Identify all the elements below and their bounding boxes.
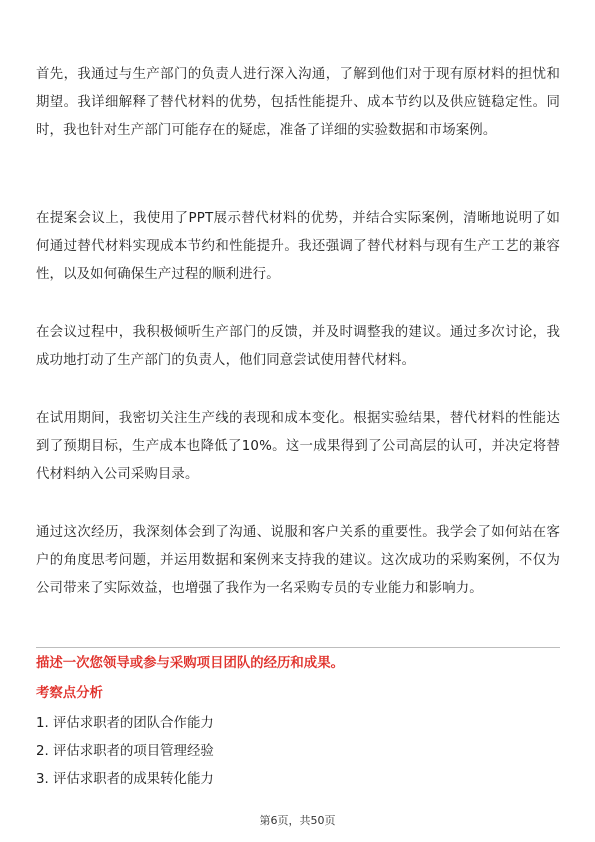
analysis-point-2: 2. 评估求职者的项目管理经验 (36, 744, 214, 759)
analysis-heading: 考察点分析 (36, 686, 103, 701)
body-paragraph-4: 在试用期间，我密切关注生产线的表现和成本变化。根据实验结果，替代材料的性能达到了预期目标，生产成本也降低了10%。这一成果得到了公司高层的认可，并决定将替代材料纳入公司采购目录。 (36, 411, 560, 482)
question-title: 描述一次您领导或参与采购项目团队的经历和成果。 (36, 656, 344, 671)
section-divider (36, 647, 560, 648)
analysis-point-1: 1. 评估求职者的团队合作能力 (36, 716, 214, 731)
body-paragraph-3: 在会议过程中，我积极倾听生产部门的反馈，并及时调整我的建议。通过多次讨论，我成功地打动了生产部门的负责人，他们同意尝试使用替代材料。 (36, 325, 560, 368)
body-paragraph-5: 通过这次经历，我深刻体会到了沟通、说服和客户关系的重要性。我学会了如何站在客户的角度思考问题，并运用数据和案例来支持我的建议。这次成功的采购案例，不仅为公司带来了实际效益，也增强了我作为一名采购专员的专业能力和影响力。 (36, 525, 560, 596)
analysis-point-3: 3. 评估求职者的成果转化能力 (36, 772, 214, 787)
body-paragraph-2: 在提案会议上，我使用了PPT展示替代材料的优势，并结合实际案例，清晰地说明了如何通过替代材料实现成本节约和性能提升。我还强调了替代材料与现有生产工艺的兼容性，以及如何确保生产过程的顺利进行。 (36, 211, 560, 282)
body-paragraph-1: 首先，我通过与生产部门的负责人进行深入沟通，了解到他们对于现有原材料的担忧和期望。我详细解释了替代材料的优势，包括性能提升、成本节约以及供应链稳定性。同时，我也针对生产部门可能存在的疑虑，准备了详细的实验数据和市场案例。 (36, 67, 560, 138)
page-number-footer: 第6页，共50页 (259, 814, 336, 827)
analysis-points-list (36, 710, 214, 794)
